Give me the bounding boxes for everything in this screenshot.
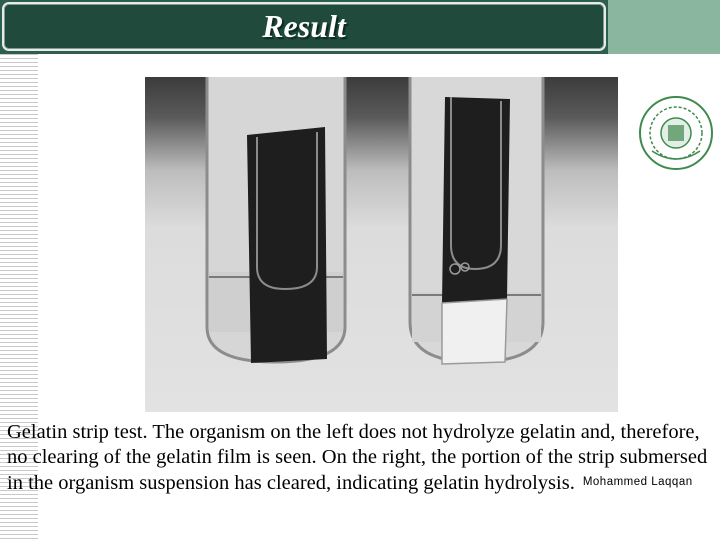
university-seal-icon xyxy=(638,95,714,171)
right-tube xyxy=(410,77,543,364)
test-tubes-photo xyxy=(145,77,618,412)
caption-text: Gelatin strip test. The organism on the left does not hydrolyze gelatin and, therefore, no clearing of the gelatin film is seen. On the right, the portion of the strip submersed in the organism suspension has cleared, indicating gelatin hydrolysis. xyxy=(7,421,708,494)
author-credit: Mohammed Laqqan xyxy=(582,476,693,488)
title-bar xyxy=(2,2,606,51)
slide-title: Result xyxy=(262,8,346,44)
corner-decoration xyxy=(608,0,720,54)
test-tubes-illustration xyxy=(145,77,618,412)
left-tube xyxy=(207,77,345,363)
caption-block xyxy=(7,420,715,496)
